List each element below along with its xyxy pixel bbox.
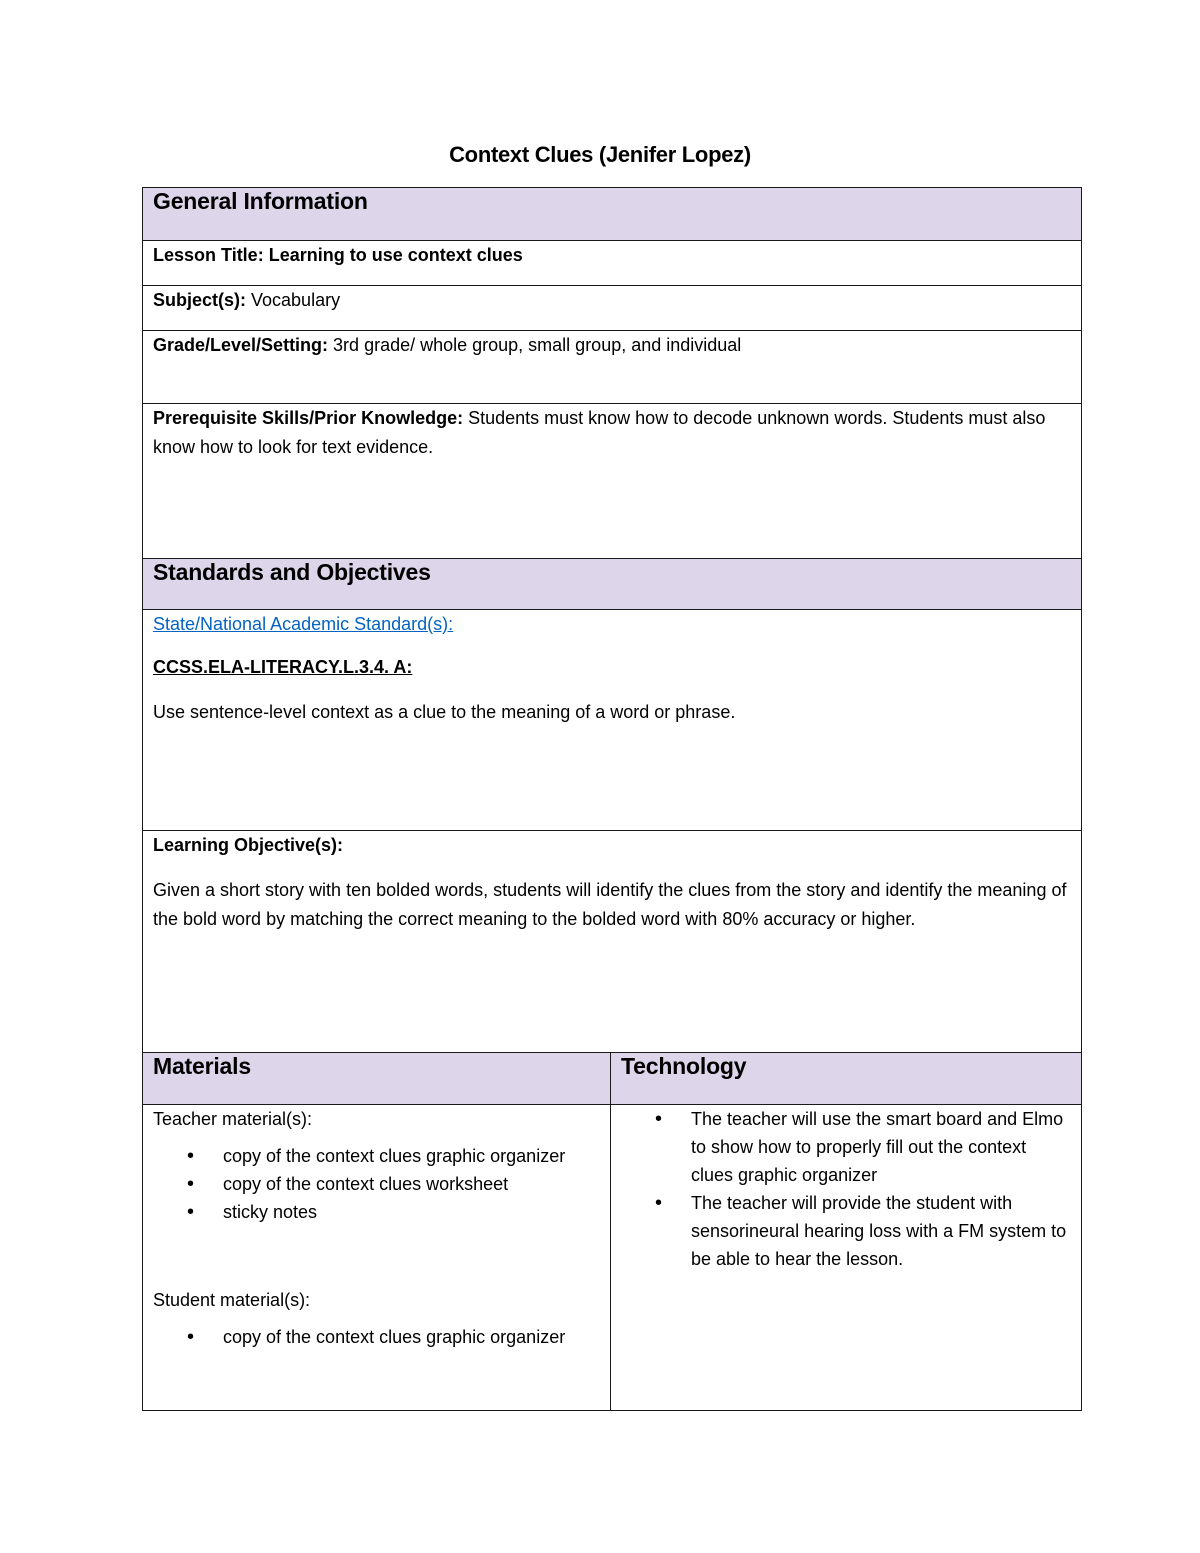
subject-row (143, 286, 1082, 331)
standards-objectives-heading: Standards and Objectives (143, 559, 1082, 610)
student-materials-label: Student material(s): (153, 1290, 311, 1310)
materials-heading: Materials (143, 1053, 611, 1105)
list-item: • sticky notes (223, 1198, 600, 1226)
teacher-materials-label: Teacher material(s): (153, 1109, 313, 1129)
list-item: • copy of the context clues graphic organizer (223, 1323, 600, 1351)
list-item: • copy of the context clues worksheet (223, 1170, 600, 1198)
prerequisite-label: Prerequisite Skills/Prior Knowledge: (153, 408, 464, 428)
standard-text: Use sentence-level context as a clue to the meaning of a word or phrase. (153, 702, 736, 722)
lesson-plan-table (142, 187, 1082, 1411)
grade-value: 3rd grade/ whole group, small group, and individual (328, 335, 742, 355)
learning-objective-row (143, 831, 1082, 1053)
subject-label: Subject(s): (153, 290, 247, 310)
grade-label: Grade/Level/Setting: (153, 335, 329, 355)
prerequisite-row (143, 404, 1082, 559)
lesson-title-value: Learning to use context clues (263, 245, 523, 265)
list-item: • copy of the context clues graphic organizer (223, 1142, 600, 1170)
grade-row (143, 331, 1082, 404)
learning-objective-label: Learning Objective(s): (153, 835, 344, 855)
list-item: • The teacher will use the smart board and Elmo to show how to properly fill out the context clues graphic organizer (691, 1105, 1071, 1189)
learning-objective-text: Given a short story with ten bolded words, students will identify the clues from the story and identify the meaning of the bold word by matching the correct meaning to the bolded word with 80% accuracy or higher. (153, 880, 1067, 929)
materials-cell (143, 1105, 611, 1411)
prerequisite-value: Students must know how to decode unknown words. Students must also know how to look for text evidence. (153, 408, 1046, 457)
standard-link[interactable]: State/National Academic Standard(s): (153, 614, 454, 634)
technology-cell (611, 1105, 1082, 1411)
standards-row (143, 610, 1082, 831)
subject-value: Vocabulary (246, 290, 341, 310)
teacher-materials-list (153, 1142, 600, 1226)
standard-code: CCSS.ELA-LITERACY.L.3.4. A: (153, 657, 413, 677)
technology-list (621, 1105, 1071, 1273)
student-materials-list (153, 1323, 600, 1351)
document-title: Context Clues (Jenifer Lopez) (449, 142, 751, 167)
lesson-title-label: Lesson Title: (153, 245, 264, 265)
list-item: • The teacher will provide the student with sensorineural hearing loss with a FM system to be able to hear the lesson. (691, 1189, 1071, 1273)
lesson-title-row (143, 241, 1082, 286)
general-information-heading: General Information (143, 188, 1082, 241)
technology-heading: Technology (611, 1053, 1082, 1105)
